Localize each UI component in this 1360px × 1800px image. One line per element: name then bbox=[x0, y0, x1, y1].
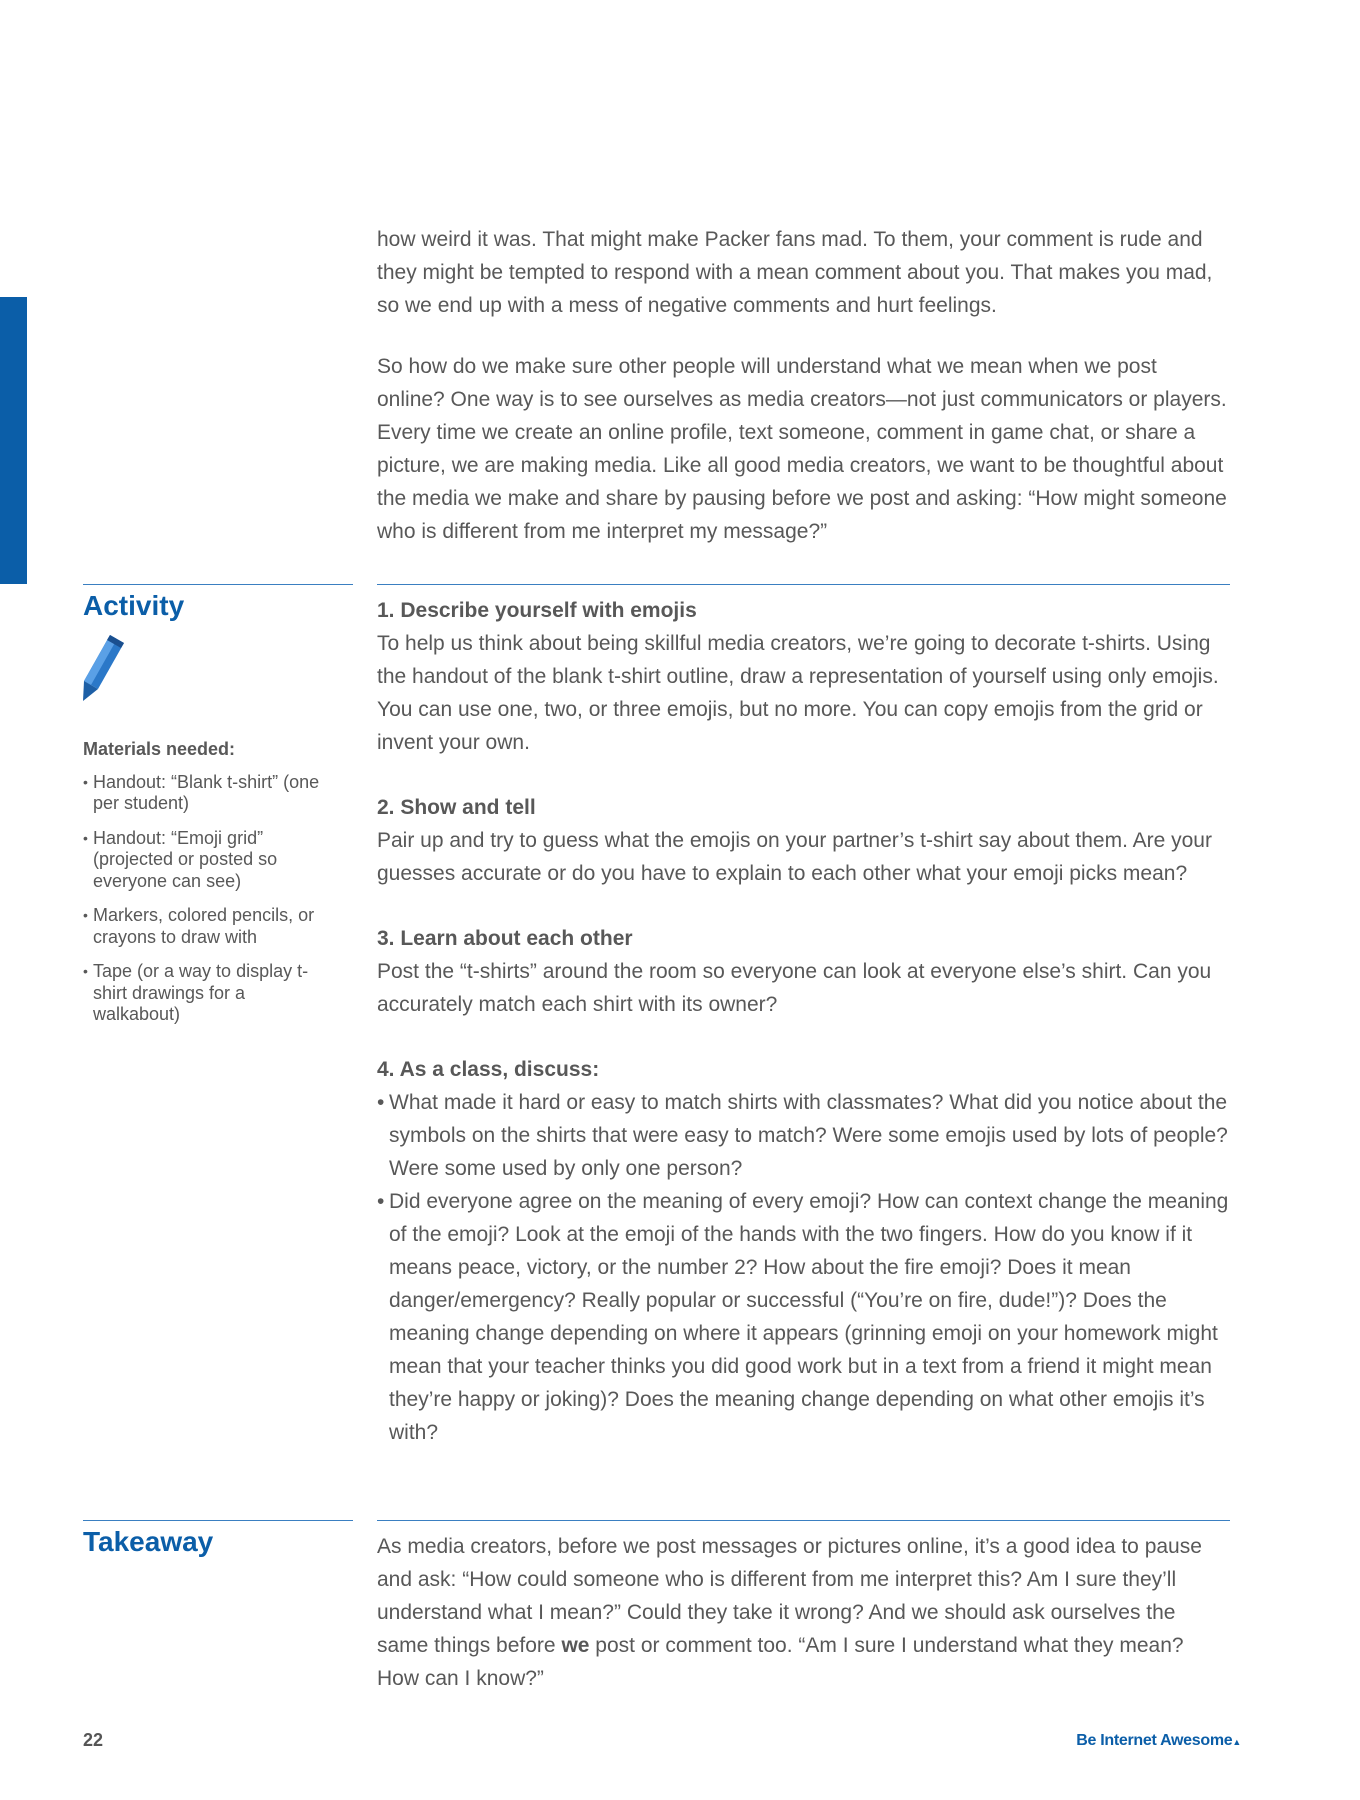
section-divider bbox=[83, 1520, 353, 1521]
step-text: Post the “t-shirts” around the room so everyone can look at everyone else’s shirt. Can you accurately match each shirt with its owner? bbox=[377, 960, 1212, 1016]
step-title: 2. Show and tell bbox=[377, 796, 536, 819]
intro-paragraph: how weird it was. That might make Packer fans mad. To them, your comment is rude and they might be tempted to respond with a mean comment about you. That makes you mad, so we end up with a mess of negative comments and hurt feelings. bbox=[377, 228, 1213, 317]
activity-heading: Activity bbox=[83, 590, 185, 621]
section-divider bbox=[377, 1520, 1230, 1521]
takeaway-paragraph: As media creators, before we post messages or pictures online, it’s a good idea to pause and ask: “How could someone who is different from me interpret this? Am I sure they’ll understand what I mean?” Could they take it wrong? And we should ask ourselves the same things before we post or comment too. “Am I sure I understand what they mean? How can I know?” bbox=[377, 1535, 1202, 1690]
intro-section bbox=[377, 223, 1230, 548]
section-divider bbox=[83, 584, 353, 585]
list-item: • Handout: “Emoji grid” (projected or posted so everyone can see) bbox=[83, 827, 278, 891]
activity-step bbox=[377, 922, 1230, 1021]
activity-step bbox=[377, 791, 1230, 890]
activity-step bbox=[377, 1053, 1230, 1449]
materials-list bbox=[83, 739, 323, 1039]
materials-title: Materials needed: bbox=[83, 739, 236, 759]
takeaway-heading: Takeaway bbox=[83, 1526, 214, 1557]
section-divider bbox=[377, 584, 1230, 585]
pencil-icon bbox=[80, 633, 130, 703]
list-item: • Tape (or a way to display t-shirt drawings for a walkabout) bbox=[83, 961, 309, 1024]
list-item: • Did everyone agree on the meaning of every emoji? How can context change the meaning of the emoji? Look at the emoji of the hands with the two fingers. How do you know if it means peace, victory, or the number 2? How about the fire emoji? Does it mean danger/emergency? Really popular or successful (“You’re on fire, dude!”)? Does the meaning change depending on where it appears (grinning emoji on your homework might mean that your teacher thinks you did good work but in a text from a friend it might mean they’re happy or joking)? Does the meaning change depending on what other emojis it’s with? bbox=[377, 1190, 1229, 1444]
takeaway-text bbox=[377, 1530, 1230, 1695]
list-item: • Handout: “Blank t-shirt” (one per student) bbox=[83, 771, 320, 813]
brand-logo: Be Internet Awesome▲ bbox=[1076, 1732, 1241, 1749]
activity-step bbox=[377, 594, 1230, 759]
step-text: To help us think about being skillful media creators, we’re going to decorate t-shirts. Using the handout of the blank t-shirt outline, draw a representation of yourself using only emojis. You can use one, two, or three emojis, but no more. You can copy emojis from the grid or invent your own. bbox=[377, 632, 1219, 754]
page-number: 22 bbox=[83, 1730, 104, 1750]
side-accent-bar bbox=[0, 297, 27, 584]
brand-mark: ▲ bbox=[1232, 1737, 1241, 1747]
step-title: 3. Learn about each other bbox=[377, 927, 633, 950]
step-text: Pair up and try to guess what the emojis on your partner’s t-shirt say about them. Are your guesses accurate or do you have to explain to each other what your emoji picks mean? bbox=[377, 829, 1212, 885]
list-item: • Markers, colored pencils, or crayons to draw with bbox=[83, 905, 315, 947]
list-item: • What made it hard or easy to match shirts with classmates? What did you notice about the symbols on the shirts that were easy to match? Were some emojis used by lots of people? Were some used by only one person? bbox=[377, 1091, 1228, 1180]
step-title: 4. As a class, discuss: bbox=[377, 1058, 600, 1081]
intro-paragraph: So how do we make sure other people will understand what we mean when we post online? One way is to see ourselves as media creators—not just communicators or players. Every time we create an online profile, text someone, comment in game chat, or share a picture, we are making media. Like all good media creators, we want to be thoughtful about the media we make and share by pausing before we post and asking: “How might someone who is different from me interpret my message?” bbox=[377, 355, 1227, 543]
activity-steps bbox=[377, 594, 1230, 1449]
step-title: 1. Describe yourself with emojis bbox=[377, 599, 697, 622]
